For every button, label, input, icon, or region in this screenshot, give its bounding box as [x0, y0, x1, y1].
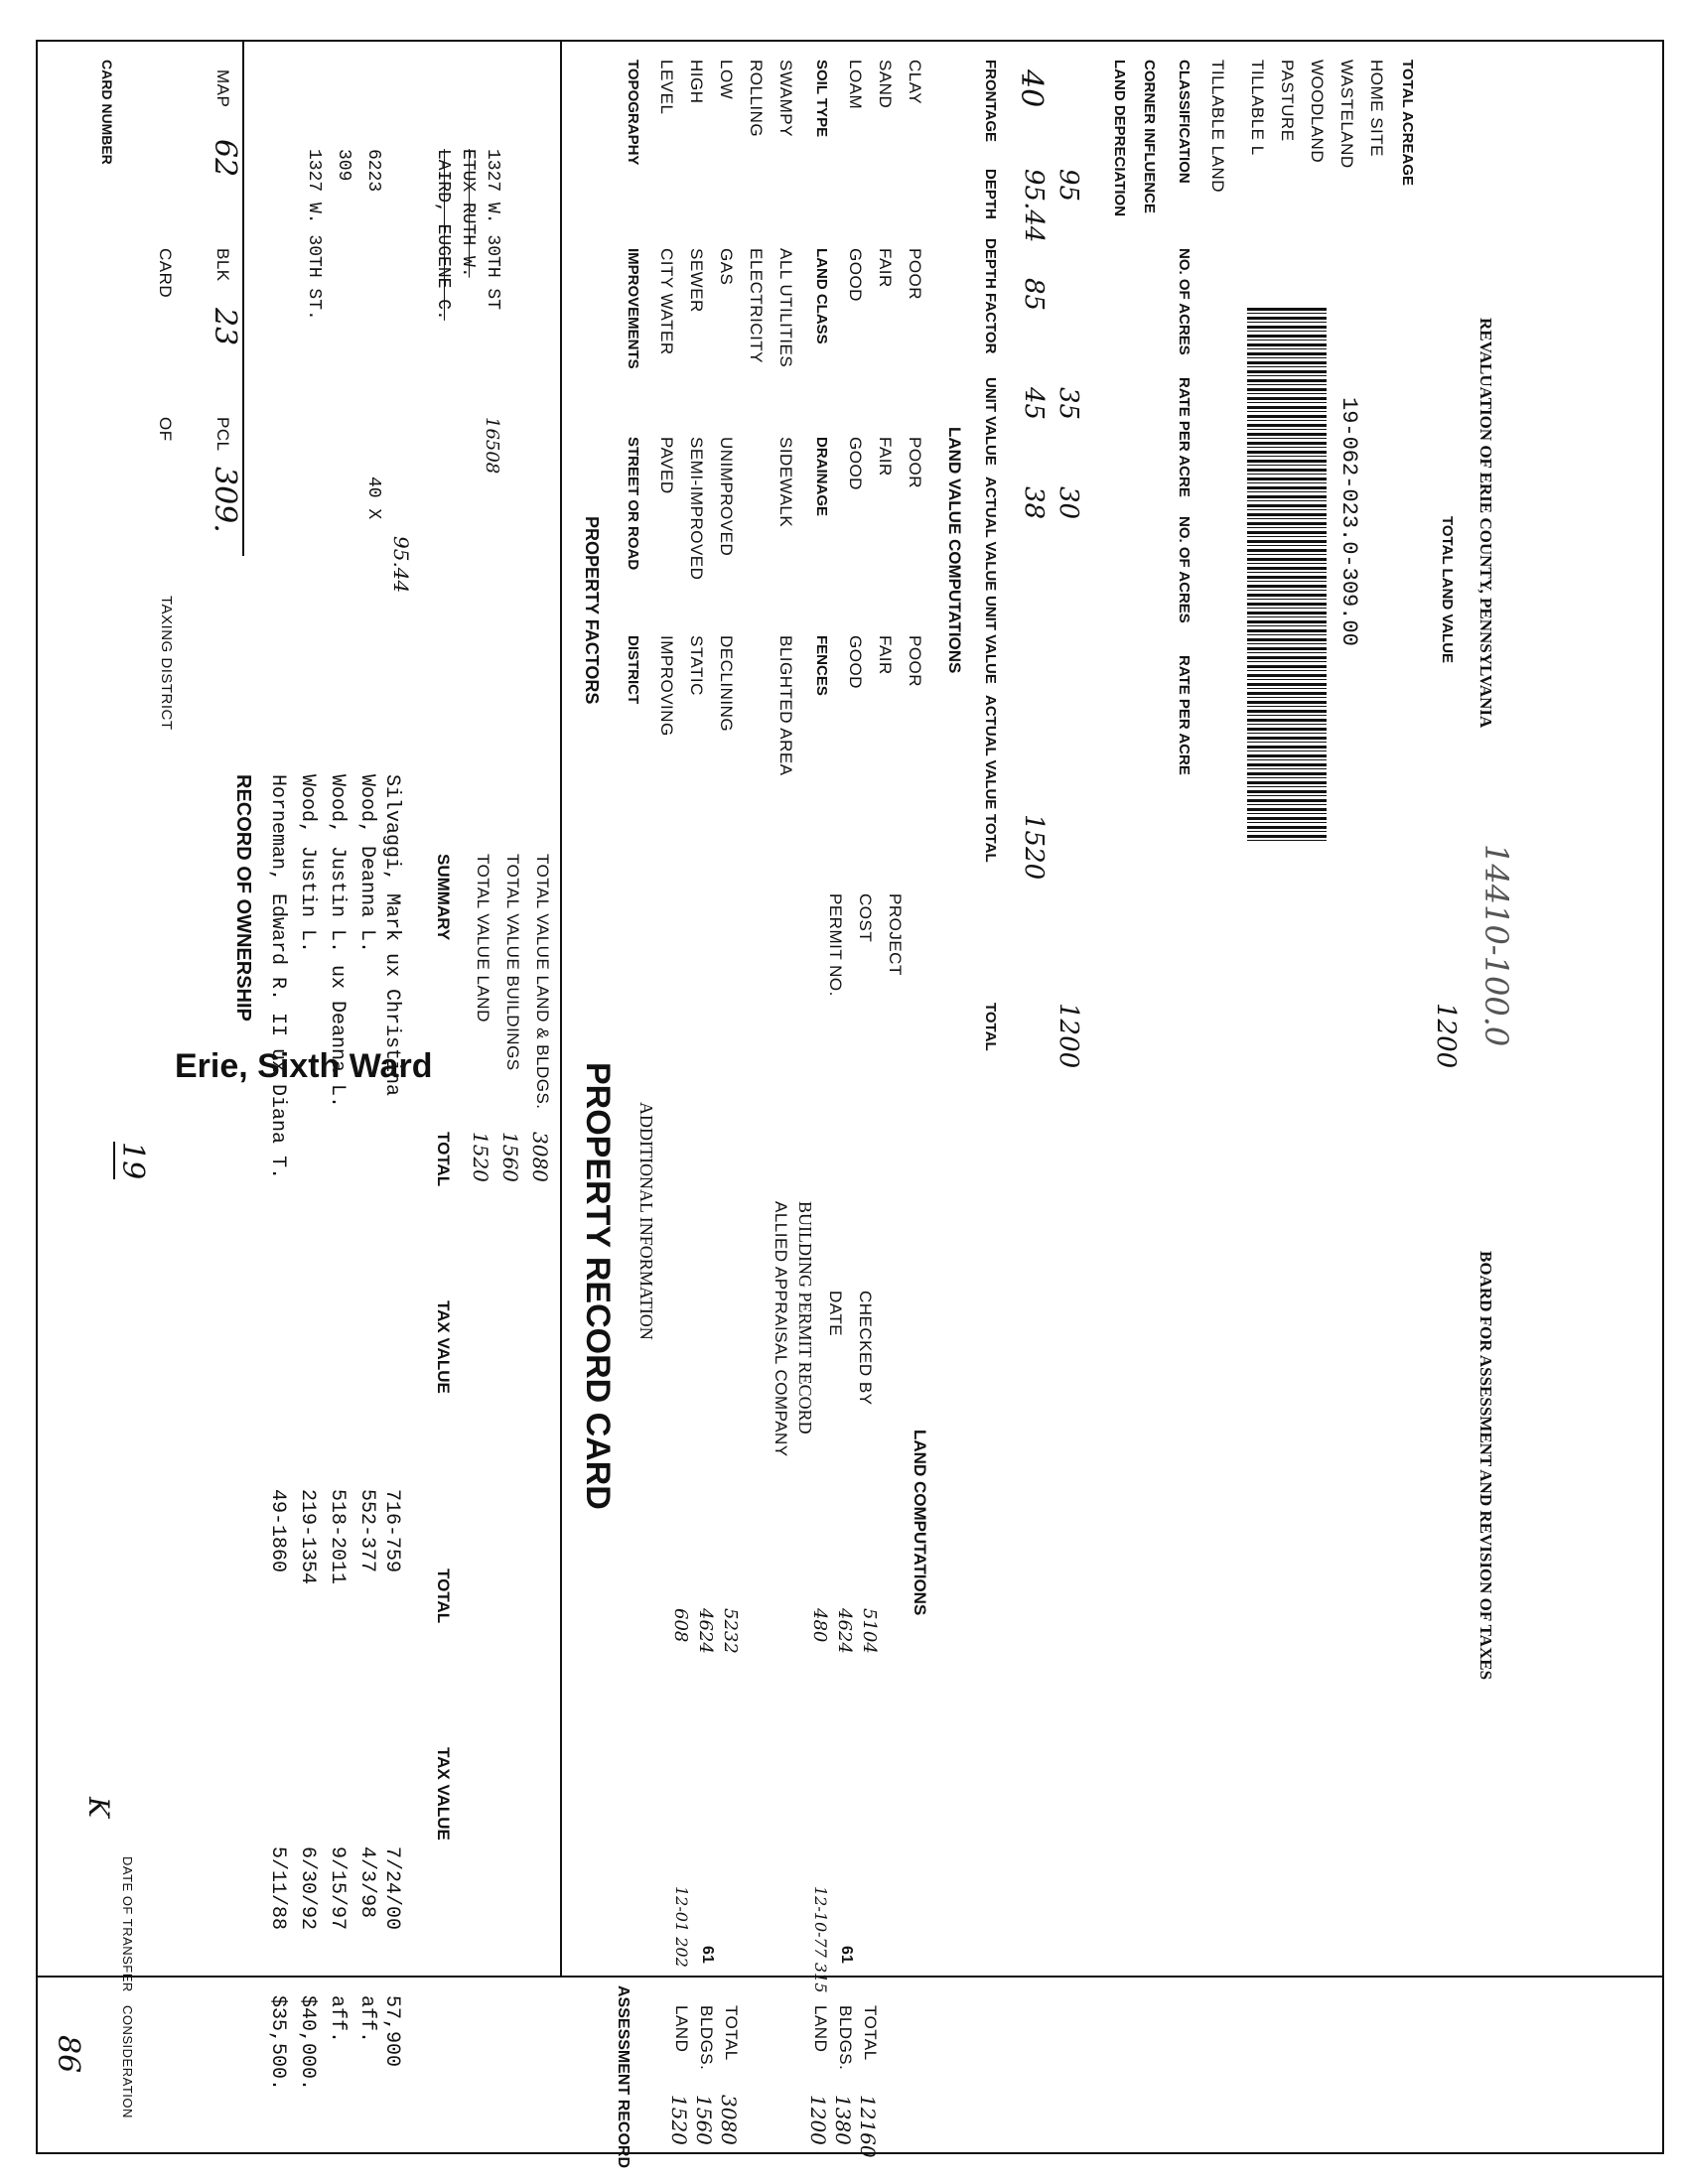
district-static: STATIC [687, 635, 706, 696]
of-label: OF [156, 417, 175, 442]
class-pasture: PASTURE [1278, 60, 1297, 142]
card-label: CARD [156, 248, 175, 299]
top-right-number: 86 [51, 2035, 85, 2074]
acre-col-rate-1: RATE PER ACRE [1176, 377, 1193, 497]
class-total-acreage: TOTAL ACREAGE [1399, 60, 1416, 186]
assess-total-2: TOTAL [861, 2005, 880, 2061]
lv-depth-factor-1: 85 [1019, 278, 1049, 312]
fences-poor: POOR [906, 635, 924, 688]
lv-col-total-2: TOTAL [982, 1003, 999, 1051]
lv-unit-value-1: 45 [1019, 387, 1049, 421]
owner-name-3: Wood, Justin L. ux Deanna L. [326, 774, 349, 1109]
acre-col-acres-2: NO. OF ACRES [1176, 516, 1193, 623]
project-label: PROJECT [886, 893, 905, 976]
transfer-date-4: 4/3/98 [355, 1846, 378, 1919]
lv-total-1: 1520 [1019, 814, 1049, 881]
transfer-date-3: 9/15/97 [326, 1846, 349, 1931]
tax-bldgs-1: 4624 [695, 1608, 716, 1654]
stamp-number: 14410-100.0 [1477, 844, 1515, 1047]
dimensions-prefix: 40 X [363, 477, 383, 520]
tax-land-1: 608 [670, 1608, 691, 1643]
additional-info-label: ADDITIONAL INFORMATION [636, 1102, 656, 1340]
assess-date-2: 12-10-77 315 [811, 1886, 830, 1993]
fences-good: GOOD [846, 635, 865, 689]
drainage-good: GOOD [846, 437, 865, 490]
lv-col-unit-value-2: UNIT VALUE [982, 596, 999, 684]
summary-bldgs-total: 1560 [498, 1132, 522, 1182]
lv-actual-value-2: 30 [1053, 486, 1083, 520]
district-header: DISTRICT [625, 635, 641, 705]
street-unimproved: UNIMPROVED [717, 437, 736, 557]
old-owner-1: LAIRD, EUGENE C. [433, 149, 453, 321]
acre-col-rate-2: RATE PER ACRE [1176, 655, 1193, 775]
imp-electricity: ELECTRICITY [747, 248, 766, 364]
land-class-fair: FAIR [876, 248, 895, 288]
summary-total-col: TOTAL [434, 1132, 453, 1187]
drainage-fair: FAIR [876, 437, 895, 477]
blk-label: BLK [213, 248, 232, 282]
rule [36, 1976, 1664, 1978]
dimensions-value: 95.44 [389, 536, 413, 594]
street-paved: PAVED [657, 437, 676, 494]
taxing-district-label: TAXING DISTRICT [158, 596, 175, 731]
acre-col-acres-1: NO. OF ACRES [1176, 248, 1193, 355]
summary-row-land: TOTAL VALUE LAND [474, 854, 492, 1023]
street-semi: SEMI-IMPROVED [687, 437, 706, 581]
soil-sand: SAND [876, 60, 895, 109]
consideration-3: aff. [326, 1995, 349, 2044]
soil-loam: LOAM [846, 60, 865, 110]
map-value: 62 [208, 139, 242, 178]
tax-bldgs-2: 4624 [834, 1608, 855, 1654]
owner-book-2: 219-1354 [296, 1489, 319, 1585]
lv-total-2: 1200 [1053, 1003, 1083, 1069]
soil-clay: CLAY [906, 60, 924, 105]
map-label: MAP [213, 69, 232, 108]
assess-bldgs-2-value: 1380 [831, 2095, 855, 2145]
topo-swampy: SWAMPY [776, 60, 795, 137]
right-tax-col: TAX VALUE [434, 1747, 453, 1841]
footer-left: REVALUATION OF ERIE COUNTY, PENNSYLVANIA [1476, 318, 1495, 729]
topo-low: LOW [717, 60, 736, 100]
lv-depth-2: 95 [1053, 169, 1083, 203]
page-number: 19 [115, 1142, 150, 1180]
barcode-text: 19-062-023.0-309.00 [1336, 397, 1361, 646]
lv-col-depth-factor: DEPTH FACTOR [982, 238, 999, 354]
owner-name-4: Wood, Deanna L. [355, 774, 378, 954]
lv-actual-value-1: 38 [1019, 486, 1049, 520]
summary-row-all: TOTAL VALUE LAND & BLDGS. [533, 854, 552, 1110]
cost-label: COST [856, 893, 875, 943]
card-number-label: CARD NUMBER [99, 60, 115, 165]
assess-bldgs-1-value: 1560 [692, 2095, 716, 2145]
assessment-title: ASSESSMENT RECORD [615, 1985, 632, 2169]
assess-land-1: LAND [672, 2005, 691, 2053]
soil-header: SOIL TYPE [813, 60, 830, 138]
consideration-1: $35,500. [266, 1995, 289, 2092]
tax-total-1: 5232 [720, 1608, 741, 1654]
topography-header: TOPOGRAPHY [625, 60, 641, 166]
summary-all-total: 3080 [528, 1132, 552, 1182]
assess-total-2-value: 12160 [856, 2095, 880, 2158]
transfer-date-5: 7/24/00 [380, 1846, 403, 1931]
imp-all-utilities: ALL UTILITIES [776, 248, 795, 368]
owner-book-3: 518-2011 [326, 1489, 349, 1585]
summary-row-bldgs: TOTAL VALUE BUILDINGS [503, 854, 522, 1071]
owner-book-4: 552-377 [355, 1489, 378, 1573]
land-computations-label: LAND COMPUTATIONS [911, 1430, 929, 1616]
rule [560, 40, 562, 1976]
owner-book-5: 716-759 [380, 1489, 403, 1573]
assess-date-1: 12-01 202 [672, 1886, 691, 1968]
assess-land-1-value: 1520 [667, 2095, 691, 2145]
land-class-good: GOOD [846, 248, 865, 302]
date-transfer-label: DATE OF TRANSFER [120, 1856, 135, 1992]
address-1: 1327 W. 30TH ST. [304, 149, 324, 321]
land-class-poor: POOR [906, 248, 924, 301]
owner-name-2: Wood, Justin L. [296, 774, 319, 954]
lv-unit-value-2: 35 [1053, 387, 1083, 421]
topo-high: HIGH [687, 60, 706, 104]
pcl-value: 309. [208, 467, 242, 533]
consideration-label: CONSIDERATION [120, 2005, 135, 2118]
topo-level: LEVEL [657, 60, 676, 115]
owner-name-1: Horneman, Edward R. II ux Diana T. [266, 774, 289, 1180]
lv-col-actual-value-2: ACTUAL VALUE [982, 695, 999, 810]
imp-sewer: SEWER [687, 248, 706, 313]
assess-land-2-value: 1200 [806, 2095, 830, 2145]
topo-rolling: ROLLING [747, 60, 766, 138]
checked-by-label: CHECKED BY [856, 1291, 875, 1406]
street-sidewalk: SIDEWALK [776, 437, 795, 528]
assess-year-2: 61 [838, 1946, 855, 1964]
barcode [1247, 308, 1327, 844]
tax-total-2: 5104 [859, 1608, 880, 1654]
date-label: DATE [826, 1291, 845, 1337]
lv-depth-1: 95.44 [1019, 169, 1049, 243]
consideration-2: $40,000. [296, 1995, 319, 2092]
class-tillable-l: TILLABLE L [1248, 60, 1267, 156]
summary-land-total: 1520 [469, 1132, 492, 1182]
address-2-note: 16508 [482, 417, 502, 475]
assess-total-1: TOTAL [722, 2005, 741, 2061]
lv-frontage-1: 40 [1014, 69, 1049, 108]
assess-year-1: 61 [699, 1946, 716, 1964]
lv-col-unit-value: UNIT VALUE [982, 377, 999, 466]
drainage-poor: POOR [906, 437, 924, 489]
transfer-date-1: 5/11/88 [266, 1846, 289, 1931]
total-land-value-label: TOTAL LAND VALUE [1439, 516, 1456, 664]
parcel-id-line2: 309 [334, 149, 353, 182]
assess-bldgs-1: BLDGS. [697, 2005, 716, 2071]
lv-col-frontage: FRONTAGE [982, 60, 999, 143]
summary-title: SUMMARY [434, 854, 453, 941]
lv-col-depth: DEPTH [982, 169, 999, 219]
district-declining: DECLINING [717, 635, 736, 733]
property-card-title: PROPERTY RECORD CARD [579, 1062, 617, 1510]
right-total-col: TOTAL [434, 1569, 453, 1624]
imp-gas: GAS [717, 248, 736, 286]
land-class-header: LAND CLASS [813, 248, 830, 344]
transfer-date-2: 6/30/92 [296, 1846, 319, 1931]
rule [242, 40, 244, 556]
fences-header: FENCES [813, 635, 830, 696]
lv-col-actual-value: ACTUAL VALUE [982, 477, 999, 592]
class-wasteland: WASTELAND [1337, 60, 1356, 169]
corner-influence-label: CORNER INFLUENCE [1141, 60, 1158, 214]
assess-land-2: LAND [811, 2005, 830, 2053]
drainage-header: DRAINAGE [813, 437, 830, 517]
street-header: STREET OR ROAD [625, 437, 641, 571]
class-tillable-land: TILLABLE LAND [1208, 60, 1227, 194]
district-improving: IMPROVING [657, 635, 676, 737]
district-blighted: BLIGHTED AREA [776, 635, 795, 776]
consideration-5: 57,900 [380, 1995, 403, 2068]
district-title: Erie, Sixth Ward [175, 1047, 433, 1085]
ownership-title: RECORD OF OWNERSHIP [232, 774, 254, 1022]
owner-book-1: 49-1860 [266, 1489, 289, 1573]
summary-tax-col: TAX VALUE [434, 1300, 453, 1394]
factors-title: PROPERTY FACTORS [582, 516, 602, 705]
parcel-id-line1: 6223 [363, 149, 383, 193]
owner-name-5: Silvaggi, Mark ux Christina [380, 774, 403, 1097]
card-number-value: K [82, 1797, 115, 1818]
class-home-site: HOME SITE [1367, 60, 1386, 158]
total-land-value: 1200 [1431, 1003, 1461, 1069]
assess-bldgs-2: BLDGS. [836, 2005, 855, 2071]
land-depreciation-label: LAND DEPRECIATION [1111, 60, 1128, 217]
old-owner-2: ETUX RUTH W. [458, 149, 478, 278]
imp-city-water: CITY WATER [657, 248, 676, 355]
tax-land-2: 480 [809, 1608, 830, 1643]
address-2: 1327 W. 30TH ST [483, 149, 502, 311]
consideration-4: aff. [355, 1995, 378, 2044]
footer-right: BOARD FOR ASSESSMENT AND REVISION OF TAXES [1476, 1251, 1495, 1681]
blk-value: 23 [208, 308, 242, 346]
assess-total-1-value: 3080 [717, 2095, 741, 2145]
permit-no-label: PERMIT NO. [826, 893, 845, 997]
improvements-header: IMPROVEMENTS [625, 248, 641, 369]
building-permit-label: BUILDING PERMIT RECORD [795, 1201, 815, 1434]
lv-col-total: TOTAL [982, 814, 999, 863]
land-value-title: LAND VALUE COMPUTATIONS [945, 427, 964, 674]
acre-col-classification: CLASSIFICATION [1176, 60, 1193, 184]
pcl-label: PCL [213, 417, 232, 452]
appraisal-company: ALLIED APPRAISAL COMPANY [772, 1201, 790, 1457]
class-woodland: WOODLAND [1308, 60, 1327, 164]
fences-fair: FAIR [876, 635, 895, 675]
